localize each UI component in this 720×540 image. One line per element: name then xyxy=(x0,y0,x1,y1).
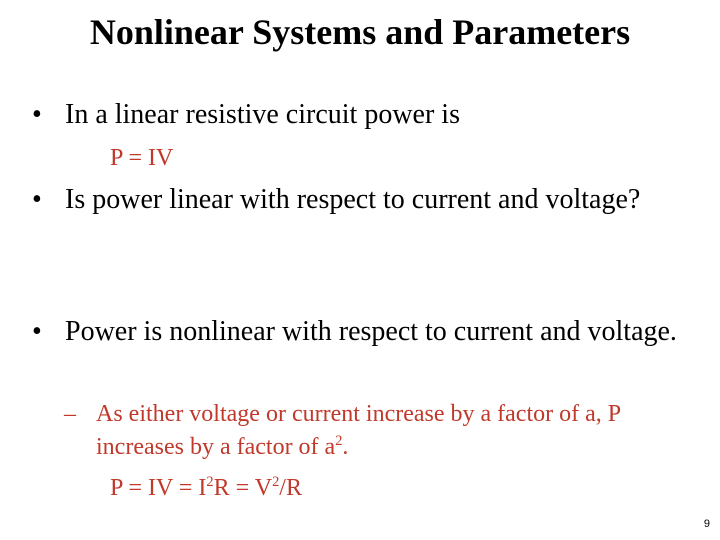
formula-exp1: 2 xyxy=(206,474,214,490)
page-number: 9 xyxy=(703,518,710,530)
slide-title: Nonlinear Systems and Parameters xyxy=(89,12,631,52)
sub-bullet-suffix: . xyxy=(342,434,349,460)
bullet-marker: • xyxy=(32,184,42,215)
formula-part1: P = IV = I xyxy=(110,475,207,501)
formula-part3: /R xyxy=(279,475,302,501)
sub-bullet-text xyxy=(96,398,704,464)
formula-part2: R = V xyxy=(213,475,273,501)
bullet-text: Is power linear with respect to current and voltage? xyxy=(65,184,641,215)
bullet-question xyxy=(32,183,705,216)
sub-bullet-prefix: As either voltage or current increase by a factor of a, P increases by a factor of a xyxy=(96,401,621,460)
bullet-marker: • xyxy=(32,316,42,347)
bullet-text: In a linear resistive circuit power is xyxy=(65,99,460,130)
bullet-text: Power is nonlinear with respect to current and voltage. xyxy=(65,316,677,347)
sub-bullet-factor xyxy=(64,398,704,464)
bullet-marker: • xyxy=(32,99,42,130)
formula-power-expanded xyxy=(110,474,302,502)
bullet-nonlinear xyxy=(32,315,705,348)
sub-bullet-marker: – xyxy=(64,401,76,427)
formula-exp2: 2 xyxy=(272,474,280,490)
sub-bullet-exponent: 2 xyxy=(335,433,343,449)
formula-power: P = IV xyxy=(110,145,174,171)
bullet-linear-power xyxy=(32,98,705,131)
